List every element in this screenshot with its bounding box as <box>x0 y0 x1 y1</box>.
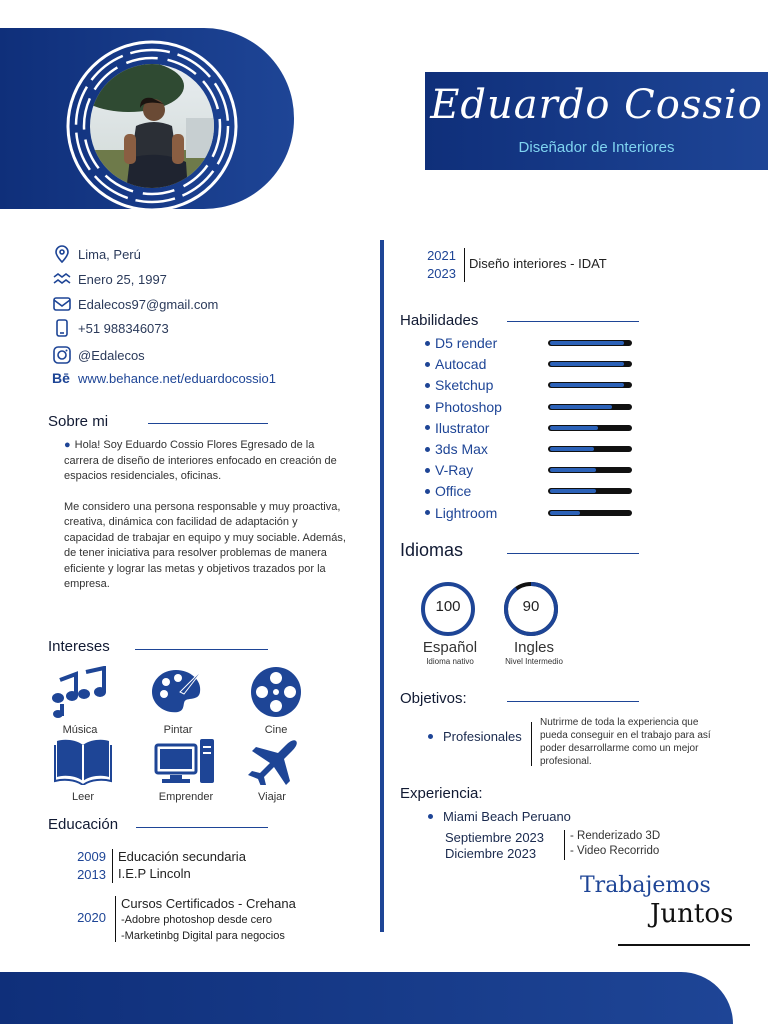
objectives-heading: Objetivos: <box>400 690 467 707</box>
interests-heading: Intereses <box>48 638 110 655</box>
phone-icon <box>52 318 72 338</box>
bullet-dot <box>425 362 430 367</box>
location-pin-icon <box>52 244 72 264</box>
experience-dates: Septiembre 2023 Diciembre 2023 <box>445 830 545 861</box>
skill-level-fill <box>550 489 596 493</box>
skill-level-fill <box>550 468 596 472</box>
studies-text: Diseño interiores - IDAT <box>469 256 607 271</box>
book-icon <box>53 737 113 785</box>
studies-divider <box>464 248 465 282</box>
education-heading: Educación <box>48 816 119 833</box>
skill-row <box>425 397 635 417</box>
contact-email[interactable]: Edalecos97@gmail.com <box>52 294 218 314</box>
palette-icon <box>150 666 206 718</box>
skill-row <box>425 439 635 459</box>
skill-row <box>425 375 635 395</box>
airplane-icon <box>244 737 300 785</box>
film-reel-icon <box>248 666 304 718</box>
bullet-dot <box>425 468 430 473</box>
about-rule <box>148 423 268 424</box>
education-years-1: 2009 2013 <box>77 849 106 882</box>
language-english-name: Ingles <box>513 639 555 656</box>
contact-birthdate: Enero 25, 1997 <box>52 269 167 289</box>
skill-level-fill <box>550 362 624 366</box>
interest-entrepreneurship: Emprender <box>146 737 226 803</box>
interest-travel: Viajar <box>232 737 312 803</box>
interest-music: Música <box>40 666 120 736</box>
languages-rule <box>507 553 639 554</box>
contact-instagram[interactable]: @Edalecos <box>52 345 145 365</box>
skill-level-bar <box>548 488 632 494</box>
aquarius-icon <box>52 269 72 289</box>
skill-row <box>425 481 635 501</box>
objectives-label: Profesionales <box>428 729 522 744</box>
bullet-dot <box>428 814 433 819</box>
skill-level-bar <box>548 446 632 452</box>
language-spanish-value: 100 <box>435 598 461 615</box>
bullet-dot: ● <box>64 439 71 451</box>
skill-name: Photoshop <box>435 398 502 415</box>
about-heading: Sobre mi <box>48 413 109 430</box>
language-spanish-level: Idioma nativo <box>426 657 474 666</box>
skill-name: Autocad <box>435 356 487 373</box>
skill-name: Lightroom <box>435 504 498 521</box>
education-entry-2: Cursos Certificados - Crehana -Adobre photoshop desde cero -Marketinbg Digital para negocios <box>121 896 296 942</box>
closing-rule <box>618 944 750 946</box>
candidate-title: Diseñador de Interiores <box>518 139 675 156</box>
language-english-gauge <box>502 580 562 640</box>
skill-level-bar <box>548 382 632 388</box>
skill-row <box>425 354 635 374</box>
interest-cinema: Cine <box>236 666 316 736</box>
computer-icon <box>154 737 218 785</box>
language-english-value: 90 <box>522 598 540 615</box>
interest-painting: Pintar <box>138 666 218 736</box>
education-divider-2 <box>115 896 116 942</box>
language-spanish-gauge <box>419 580 479 640</box>
contact-phone: +51 988346073 <box>52 318 169 338</box>
closing-line-2: Juntos <box>650 899 734 929</box>
skill-level-bar <box>548 361 632 367</box>
contact-location: Lima, Perú <box>52 244 141 264</box>
skill-level-bar <box>548 467 632 473</box>
education-year-2: 2020 <box>77 910 106 925</box>
behance-icon: Bē <box>52 370 70 386</box>
skill-level-fill <box>550 426 598 430</box>
skill-level-fill <box>550 511 580 515</box>
interests-rule <box>135 649 268 650</box>
profile-photo <box>64 38 240 214</box>
objectives-text: Nutrirme de toda la experiencia que pueda conseguir en el trabajo para así poder desarrollarme como un mejor profesional. <box>540 717 711 767</box>
education-divider-1 <box>112 849 113 883</box>
bullet-dot <box>425 425 430 430</box>
skill-level-bar <box>548 510 632 516</box>
email-icon <box>52 294 72 314</box>
candidate-name: Eduardo Cossio <box>430 82 763 128</box>
language-english-level: Nivel Intermedio <box>505 657 563 666</box>
language-spanish-name: Español <box>422 639 478 656</box>
bullet-dot <box>425 447 430 452</box>
instagram-icon <box>52 345 72 365</box>
experience-tasks: - Renderizado 3D - Video Recorrido <box>570 830 661 857</box>
skill-level-fill <box>550 341 624 345</box>
skill-name: D5 render <box>435 335 498 351</box>
about-paragraph-1: ● Hola! Soy Eduardo Cossio Flores Egresado de la carrera de diseño de interiores enfocado en creación de espacios residenciales, oficinas. <box>64 439 337 482</box>
skill-name: Sketchup <box>435 377 494 394</box>
skill-level-fill <box>550 383 624 387</box>
skills-rule <box>507 321 639 322</box>
bullet-dot <box>425 489 430 494</box>
about-paragraph-2: Me considero una persona responsable y muy proactiva, creativa, dinámica con facilidad de adaptación y capacidad de trabajar en equipo y muy sociable. Además, de tener iniciativa para resolver problemas de manera eficiente y lograr las metas y objetivos trazados por la empresa. <box>64 500 346 590</box>
skill-name: Office <box>435 483 472 500</box>
experience-company: Miami Beach Peruano <box>428 809 571 824</box>
skill-level-fill <box>550 447 594 451</box>
studies-years: 2021 2023 <box>427 248 456 281</box>
objectives-divider <box>531 722 532 766</box>
interest-reading: Leer <box>43 737 123 803</box>
skill-row <box>425 418 635 438</box>
skill-row <box>425 333 635 353</box>
skills-heading: Habilidades <box>400 312 479 329</box>
closing-line-1: Trabajemos <box>580 873 711 898</box>
skill-name: 3ds Max <box>435 441 488 457</box>
education-rule <box>136 827 268 828</box>
header-name-banner <box>425 72 768 170</box>
skill-name: Ilustrator <box>435 419 490 436</box>
bullet-dot <box>425 341 430 346</box>
column-divider <box>380 240 384 932</box>
experience-heading: Experiencia: <box>400 785 483 802</box>
skill-row <box>425 503 635 523</box>
skill-level-bar <box>548 340 632 346</box>
languages-heading: Idiomas <box>400 540 464 560</box>
contact-behance[interactable]: Bē www.behance.net/eduardocossio1 <box>52 370 277 386</box>
bullet-dot <box>425 510 430 515</box>
skill-level-bar <box>548 425 632 431</box>
about-text <box>64 438 349 608</box>
bullet-dot <box>425 383 430 388</box>
bullet-dot <box>425 404 430 409</box>
footer-bar <box>0 972 733 1024</box>
skill-name: V-Ray <box>435 462 474 479</box>
skill-level-fill <box>550 405 612 409</box>
skill-row <box>425 460 635 480</box>
bullet-dot <box>428 734 433 739</box>
education-entry-1: Educación secundaria I.E.P Lincoln <box>118 849 246 881</box>
experience-divider <box>564 830 565 860</box>
music-icon <box>52 666 108 718</box>
objectives-rule <box>507 701 639 702</box>
skill-level-bar <box>548 404 632 410</box>
